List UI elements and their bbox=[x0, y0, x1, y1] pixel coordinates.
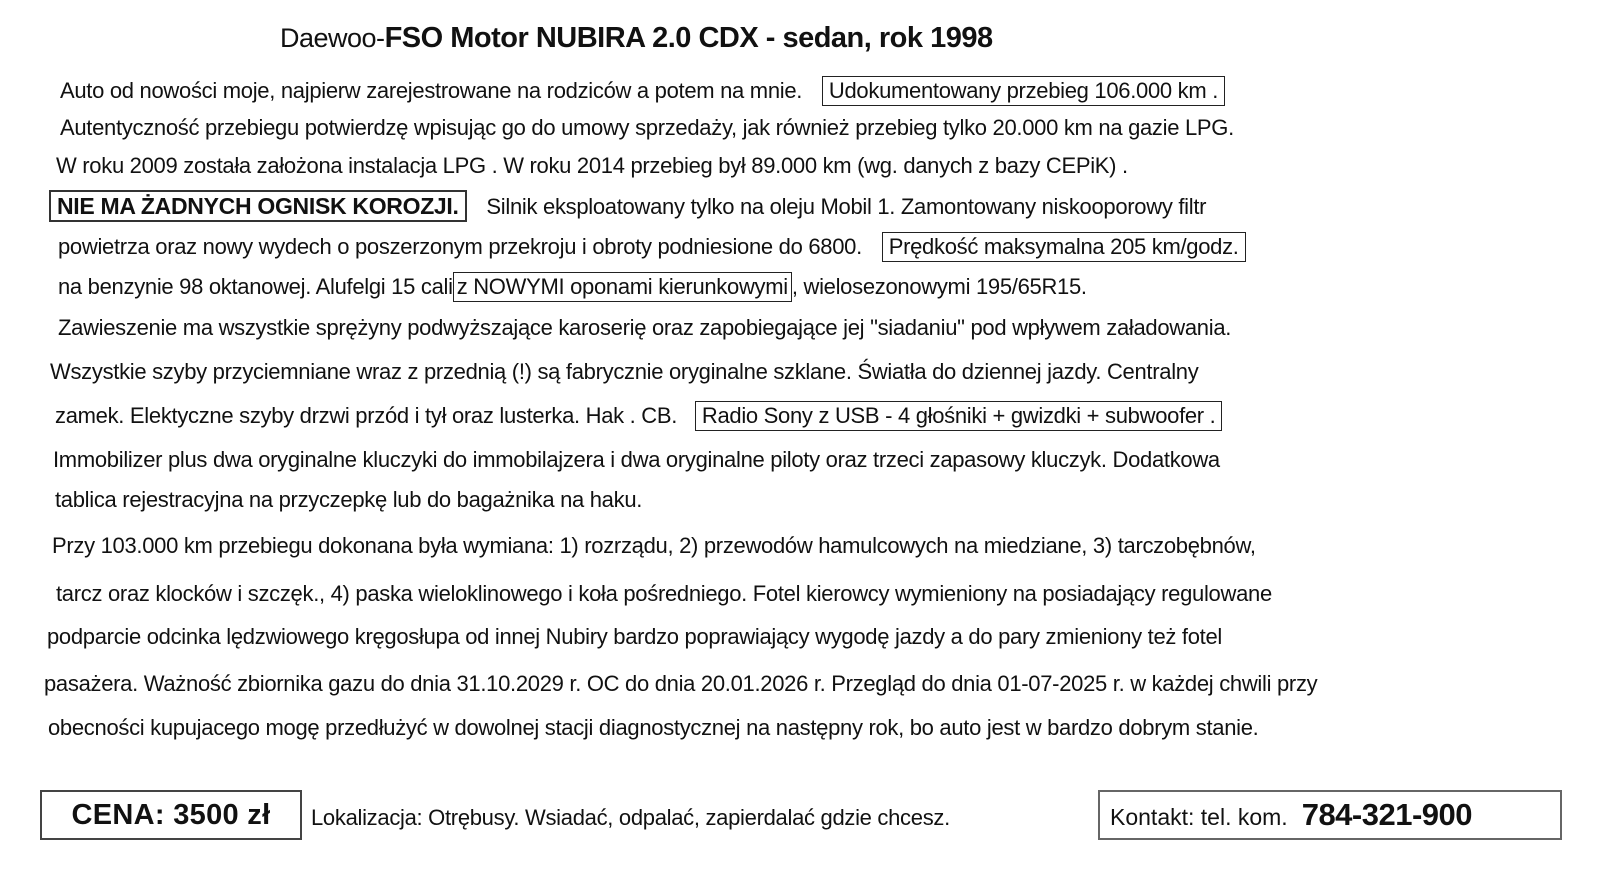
contact-label: Kontakt: tel. kom. bbox=[1110, 804, 1288, 830]
line-6: na benzynie 98 oktanowej. Alufelgi 15 cali z NOWYMI oponami kierunkowymi , wielosezonowymi 195/65R15. bbox=[58, 272, 1087, 302]
line-8: Wszystkie szyby przyciemniane wraz z przednią (!) są fabrycznie oryginalne szklane. Światła do dziennej jazdy. Centralny bbox=[50, 359, 1199, 384]
line-12: Przy 103.000 km przebiegu dokonana była wymiana: 1) rozrządu, 2) przewodów hamulcowych na miedziane, 3) tarczobębnów, bbox=[52, 533, 1256, 558]
tires-box: z NOWYMI oponami kierunkowymi bbox=[453, 272, 792, 302]
corrosion-box: NIE MA ŻADNYCH OGNISK KOROZJI. bbox=[49, 190, 467, 222]
price-box: CENA: 3500 zł bbox=[40, 790, 302, 840]
line-2: Autentyczność przebiegu potwierdzę wpisując go do umowy sprzedaży, jak również przebieg tylko 20.000 km na gazie LPG. bbox=[60, 115, 1234, 140]
location-text: Lokalizacja: Otrębusy. Wsiadać, odpalać, zapierdalać gdzie chcesz. bbox=[311, 805, 950, 830]
line-13: tarcz oraz klocków i szczęk., 4) paska wieloklinowego i koła pośredniego. Fotel kierowcy wymieniony na posiadający regulowane bbox=[56, 581, 1272, 606]
line-5: powietrza oraz nowy wydech o poszerzonym przekroju i obroty podniesione do 6800. Prędkość maksymalna 205 km/godz. bbox=[58, 232, 1246, 262]
line-1: Auto od nowości moje, najpierw zarejestrowane na rodziców a potem na mnie. Udokumentowany przebieg 106.000 km . bbox=[60, 76, 1225, 106]
model-name: NUBIRA 2.0 CDX - sedan, rok 1998 bbox=[535, 22, 993, 54]
top-speed-box: Prędkość maksymalna 205 km/godz. bbox=[882, 232, 1246, 262]
line-16: obecności kupujacego mogę przedłużyć w dowolnej stacji diagnostycznej na następny rok, bo auto jest w bardzo dobrym stanie. bbox=[48, 715, 1259, 740]
contact-box bbox=[1098, 790, 1562, 840]
brand-name: Daewoo-FSO Motor bbox=[280, 22, 529, 54]
line-10: Immobilizer plus dwa oryginalne kluczyki do immobilajzera i dwa oryginalne piloty oraz trzeci zapasowy kluczyk. Dodatkowa bbox=[53, 447, 1220, 472]
line-3: W roku 2009 została założona instalacja LPG . W roku 2014 przebieg był 89.000 km (wg. danych z bazy CEPiK) . bbox=[56, 153, 1128, 178]
line-11: tablica rejestracyjna na przyczepkę lub do bagażnika na haku. bbox=[55, 487, 643, 512]
line-4: NIE MA ŻADNYCH OGNISK KOROZJI. Silnik eksploatowany tylko na oleju Mobil 1. Zamontowany niskooporowy filtr bbox=[49, 190, 1206, 222]
phone-number: 784-321-900 bbox=[1301, 797, 1473, 832]
line-7: Zawieszenie ma wszystkie sprężyny podwyższające karoserię oraz zapobiegające jej "siadaniu" pod wpływem załadowania. bbox=[58, 315, 1232, 340]
line-15: pasażera. Ważność zbiornika gazu do dnia 31.10.2029 r. OC do dnia 20.01.2026 r. Przegląd do dnia 01-07-2025 r. w każdej chwili przy bbox=[44, 671, 1318, 696]
radio-box: Radio Sony z USB - 4 głośniki + gwizdki + subwoofer . bbox=[695, 401, 1223, 431]
line-14: podparcie odcinka lędzwiowego kręgosłupa od innej Nubiry bardzo poprawiający wygodę jazdy a do pary zmieniony też fotel bbox=[47, 624, 1222, 649]
listing-title bbox=[280, 22, 993, 55]
line-9: zamek. Elektyczne szyby drzwi przód i tył oraz lusterka. Hak . CB. Radio Sony z USB - 4 głośniki + gwizdki + subwoofer . bbox=[55, 401, 1222, 431]
mileage-box: Udokumentowany przebieg 106.000 km . bbox=[822, 76, 1225, 106]
